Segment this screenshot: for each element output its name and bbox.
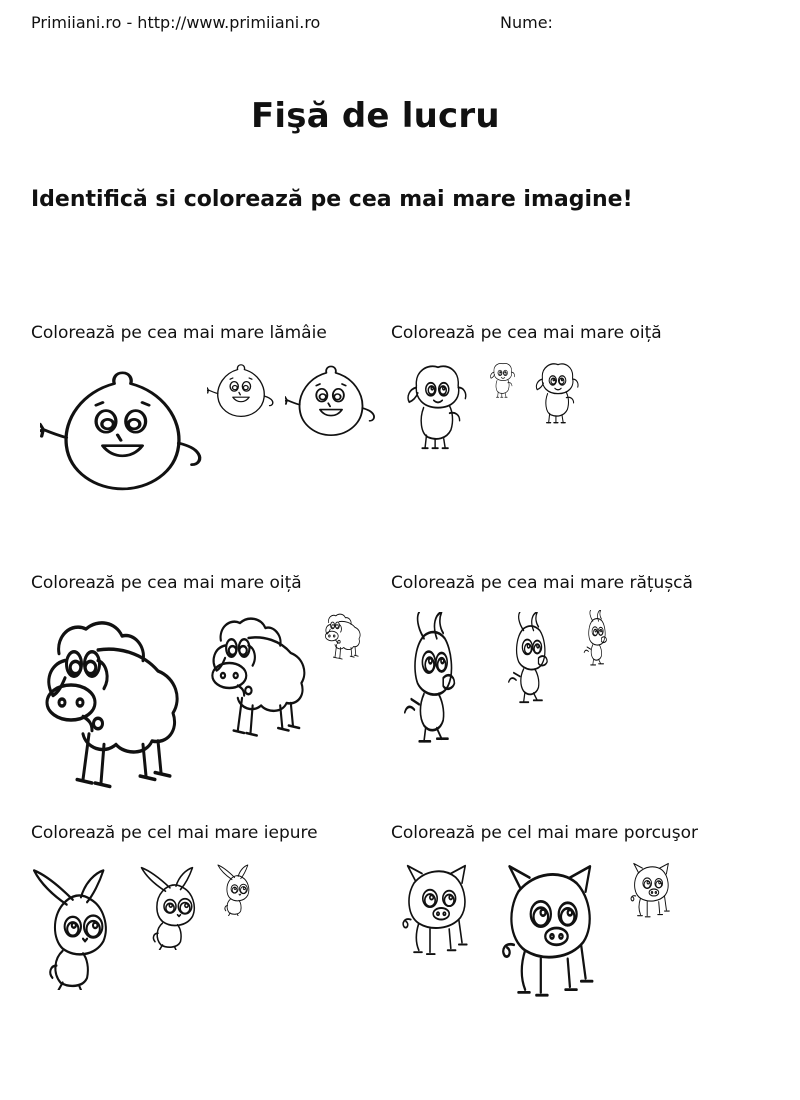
duckling-icon[interactable] — [505, 612, 567, 704]
exercise-label-lamb: Colorează pe cea mai mare oiță — [391, 323, 662, 343]
bunny-icon[interactable] — [217, 864, 261, 916]
bunny-icon[interactable] — [140, 866, 215, 950]
sheep-icon[interactable] — [323, 612, 363, 660]
exercise-label-sheep: Colorează pe cea mai mare oiță — [31, 573, 302, 593]
sheep-icon[interactable] — [206, 613, 312, 738]
exercise-label-bunny: Colorează pe cel mai mare iepure — [31, 823, 318, 843]
exercise-label-lemon: Colorează pe cea mai mare lămâie — [31, 323, 327, 343]
lamb-icon[interactable] — [532, 358, 584, 424]
lemon-icon[interactable] — [285, 360, 377, 440]
exercise-label-duckling: Colorează pe cea mai mare rățușcă — [391, 573, 693, 593]
piglet-icon[interactable] — [628, 860, 676, 918]
page-title: Fişă de lucru — [251, 96, 500, 136]
duckling-icon[interactable] — [582, 610, 618, 666]
lamb-icon[interactable] — [402, 358, 474, 450]
instruction: Identifică si colorează pe cea mai mare imagine! — [31, 187, 633, 212]
duckling-icon[interactable] — [400, 612, 480, 744]
name-label: Nume: — [500, 13, 553, 32]
piglet-icon[interactable] — [398, 860, 478, 956]
lamb-icon[interactable] — [488, 360, 518, 398]
piglet-icon[interactable] — [496, 858, 608, 998]
lemon-icon[interactable] — [40, 362, 205, 497]
sheep-icon[interactable] — [38, 615, 188, 790]
exercise-label-piglet: Colorează pe cel mai mare porcuşor — [391, 823, 698, 843]
bunny-icon[interactable] — [32, 868, 134, 990]
site-header: Primiiani.ro - http://www.primiiani.ro — [31, 13, 321, 32]
lemon-icon[interactable] — [207, 360, 275, 420]
